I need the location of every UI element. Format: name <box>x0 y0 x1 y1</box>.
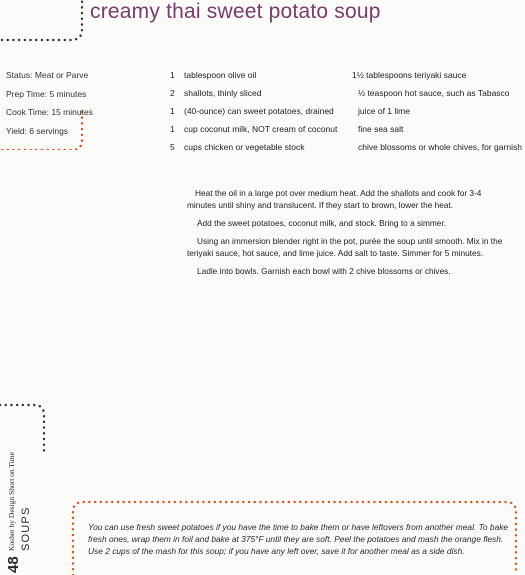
prep-time-text: Prep Time: 5 minutes <box>6 88 87 99</box>
recipe-steps <box>187 187 507 283</box>
ingredient-item <box>170 105 342 117</box>
ingredient-item <box>170 87 342 99</box>
ingredient-item <box>170 69 342 81</box>
cook-time-text: Cook Time: 15 minutes <box>6 107 93 117</box>
yield-text: Yield: 6 servings <box>6 125 69 136</box>
ingredient-amount: 1 <box>170 70 175 80</box>
ingredient-text: tablespoon olive oil <box>184 70 257 80</box>
ingredients-list-left <box>170 69 342 159</box>
recipe-info <box>6 66 93 140</box>
ingredient-text: (40-ounce) can sweet potatoes, drained <box>184 106 334 116</box>
ingredient-text: shallots, thinly sliced <box>184 88 262 98</box>
step-paragraph: Using an immersion blender right in the pot, purée the soup until smooth. Mix in the teriyaki sauce, hot sauce, and lime juice. Add salt to taste. Simmer for 5 minutes. <box>187 236 503 258</box>
recipe-title: creamy thai sweet potato soup <box>90 0 381 23</box>
sidebar-label <box>2 405 40 575</box>
ingredient-item: fine sea salt <box>358 124 404 134</box>
ingredients-list-right <box>352 69 522 159</box>
ingredient-amount: 5 <box>170 142 175 152</box>
step-paragraph: Ladle into bowls. Garnish each bowl with 2 chive blossoms or chives. <box>197 266 451 276</box>
ingredient-item: chive blossoms or whole chives, for garnish <box>358 142 522 152</box>
step-paragraph: Add the sweet potatoes, coconut milk, and stock. Bring to a simmer. <box>197 218 447 228</box>
ingredient-amount: 1 <box>170 106 175 116</box>
page-sidebar <box>2 405 40 575</box>
ingredient-item: juice of 1 lime <box>358 106 410 116</box>
ingredient-item <box>170 123 342 135</box>
book-title: Kosher by Design Short on Time <box>7 452 16 551</box>
step-paragraph: Heat the oil in a large pot over medium heat. Add the shallots and cook for 3-4 minutes until shiny and translucent. If they start to brown, lower the heat. <box>187 188 482 210</box>
status-text: Status: Meat or Parve <box>6 70 89 80</box>
ingredient-item: 1½ tablespoons teriyaki sauce <box>352 70 467 80</box>
ingredient-amount: 1 <box>170 124 175 134</box>
page-number: 48 <box>5 556 22 573</box>
ingredient-text: cups chicken or vegetable stock <box>184 142 305 152</box>
tip-note: You can use fresh sweet potatoes if you have the time to bake them or have leftovers from another meal. To bake fresh ones, wrap them in foil and bake at 375°F until they are soft. Peel the potatoes and mash the orange flesh. Use 2 cups of the mash for this soup; if you have any left over, save it for another meal as a side dish. <box>88 522 509 557</box>
section-label: SOUPS <box>20 506 32 551</box>
ingredient-amount: 2 <box>170 88 175 98</box>
ingredient-text: cup coconut milk, NOT cream of coconut <box>184 124 338 134</box>
ingredient-item <box>170 141 342 153</box>
ingredient-item: ½ teaspoon hot sauce, such as Tabasco <box>358 88 510 98</box>
